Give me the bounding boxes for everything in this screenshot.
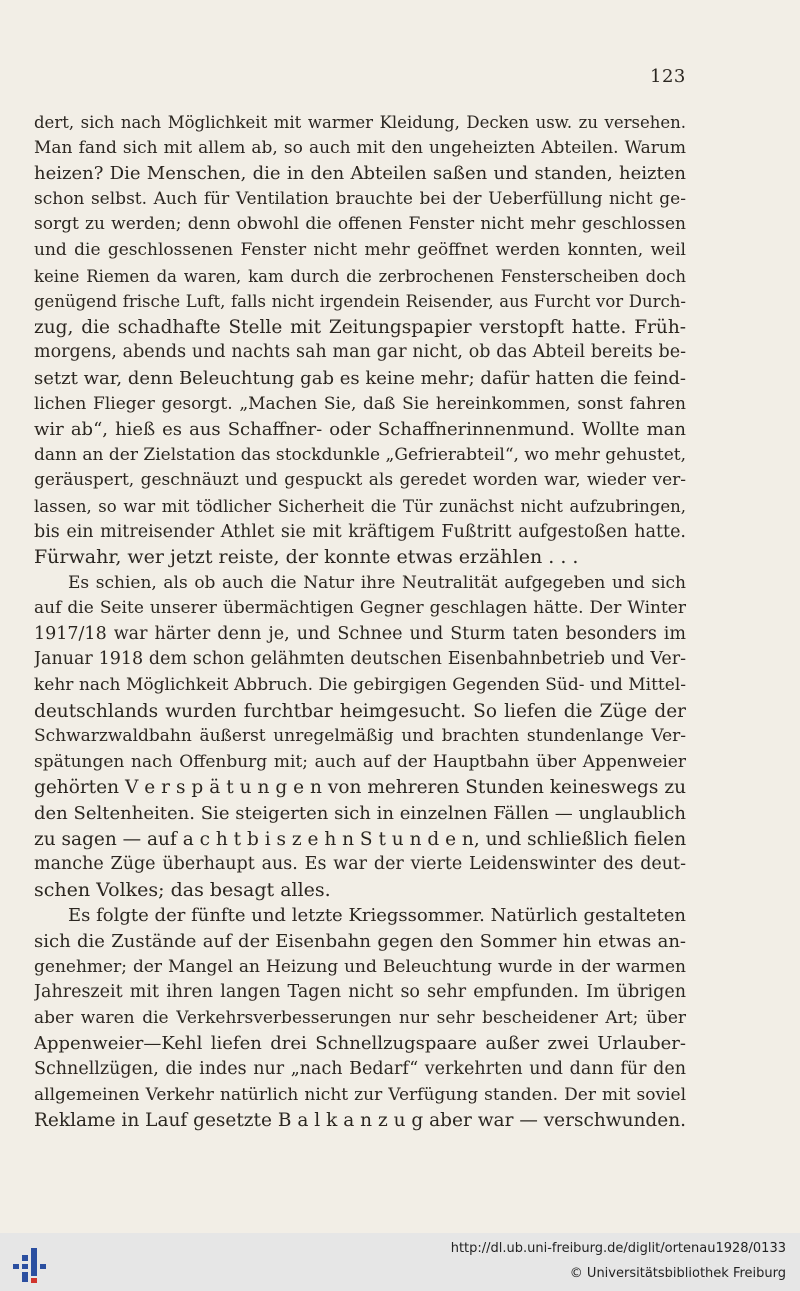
page-number: 123	[650, 66, 686, 87]
text-line: Januar 1918 dem schon gelähmten deutschen Eisenbahnbetrieb und Ver-	[34, 649, 686, 670]
text-line: lassen, so war mit tödlicher Sicherheit die Tür zunächst nicht aufzubringen,	[34, 496, 686, 516]
text-line: spätungen nach Offenburg mit; auch auf der Hauptbahn über Appenweier	[34, 751, 686, 772]
text-line: Schnellzügen, die indes nur „nach Bedarf“ verkehrten und dann für den	[34, 1058, 686, 1079]
text-line: keine Riemen da waren, kam durch die zerbrochenen Fensterscheiben doch	[34, 266, 686, 286]
text-line: deutschlands wurden furchtbar heimgesucht. So liefen die Züge der	[34, 700, 686, 722]
text-line: dann an der Zielstation das stockdunkle „Gefrierabteil“, wo mehr gehustet,	[34, 444, 686, 465]
text-line: wir ab“, hieß es aus Schaffner- oder Schaffnerinnenmund. Wollte man	[34, 419, 686, 441]
text-line: Appenweier—Kehl liefen drei Schnellzugspaare außer zwei Urlauber-	[34, 1033, 686, 1055]
text-line: allgemeinen Verkehr natürlich nicht zur Verfügung standen. Der mit soviel	[34, 1084, 686, 1105]
text-line: und die geschlossenen Fenster nicht mehr geöffnet werden konnten, weil	[34, 239, 686, 260]
text-line: genügend frische Luft, falls nicht irgendein Reisender, aus Furcht vor Durch-	[34, 292, 686, 312]
text-line: dert, sich nach Möglichkeit mit warmer Kleidung, Decken usw. zu versehen.	[34, 113, 686, 132]
text-line: morgens, abends und nachts sah man gar nicht, ob das Abteil bereits be-	[34, 342, 686, 363]
text-line: Man fand sich mit allem ab, so auch mit den ungeheizten Abteilen. Warum	[34, 137, 686, 158]
text-line: manche Züge überhaupt aus. Es war der vierte Leidenswinter des deut-	[34, 854, 686, 875]
text-line: aber waren die Verkehrsverbesserungen nur sehr bescheidener Art; über	[34, 1007, 686, 1028]
text-line: zu sagen — auf a c h t b i s z e h n S t u n d e n, und schließlich fielen	[34, 828, 686, 850]
text-line: auf die Seite unserer übermächtigen Gegner geschlagen hätte. Der Winter	[34, 598, 686, 619]
text-line: heizen? Die Menschen, die in den Abteilen saßen und standen, heizten	[34, 163, 686, 185]
source-url-link[interactable]: http://dl.ub.uni-freiburg.de/diglit/ortenau1928/0133	[450, 1241, 786, 1256]
text-line: geräuspert, geschnäuzt und gespuckt als geredet worden war, wieder ver-	[34, 470, 686, 491]
text-line: 1917/18 war härter denn je, und Schnee und Sturm taten besonders im	[34, 623, 686, 644]
text-line: Reklame in Lauf gesetzte B a l k a n z u g aber war — verschwunden.	[34, 1110, 686, 1132]
text-line: sich die Zustände auf der Eisenbahn gegen den Sommer hin etwas an-	[34, 931, 686, 952]
text-line: Schwarzwaldbahn äußerst unregelmäßig und brachten stundenlange Ver-	[34, 726, 686, 747]
text-line: Es folgte der fünfte und letzte Kriegssommer. Natürlich gestalteten	[68, 905, 686, 927]
library-logo-icon	[10, 1244, 50, 1284]
text-line: genehmer; der Mangel an Heizung und Beleuchtung wurde in der warmen	[34, 956, 686, 977]
text-line: den Seltenheiten. Sie steigerten sich in einzelnen Fällen — unglaublich	[34, 803, 686, 825]
copyright-credit: © Universitätsbibliothek Freiburg	[569, 1266, 786, 1281]
text-line: Es schien, als ob auch die Natur ihre Neutralität aufgegeben und sich	[68, 572, 686, 593]
text-line: bis ein mitreisender Athlet sie mit kräftigem Fußtritt aufgestoßen hatte.	[34, 521, 686, 542]
text-line: Jahreszeit mit ihren langen Tagen nicht so sehr empfunden. Im übrigen	[34, 982, 686, 1003]
text-line: Fürwahr, wer jetzt reiste, der konnte etwas erzählen . . .	[34, 546, 579, 569]
text-line: kehr nach Möglichkeit Abbruch. Die gebirgigen Gegenden Süd- und Mittel-	[34, 675, 686, 696]
text-line: schen Volkes; das besagt alles.	[34, 878, 331, 901]
text-line: schon selbst. Auch für Ventilation brauchte bei der Ueberfüllung nicht ge-	[34, 188, 686, 209]
text-line: setzt war, denn Beleuchtung gab es keine mehr; dafür hatten die feind-	[34, 367, 686, 389]
text-line: sorgt zu werden; denn obwohl die offenen Fenster nicht mehr geschlossen	[34, 214, 686, 235]
text-line: lichen Flieger gesorgt. „Machen Sie, daß Sie hereinkommen, sonst fahren	[34, 393, 686, 414]
body-text	[34, 110, 686, 1134]
text-line: gehörten V e r s p ä t u n g e n von mehreren Stunden keineswegs zu	[34, 777, 686, 799]
text-line: zug, die schadhafte Stelle mit Zeitungspapier verstopft hatte. Früh-	[34, 316, 686, 338]
